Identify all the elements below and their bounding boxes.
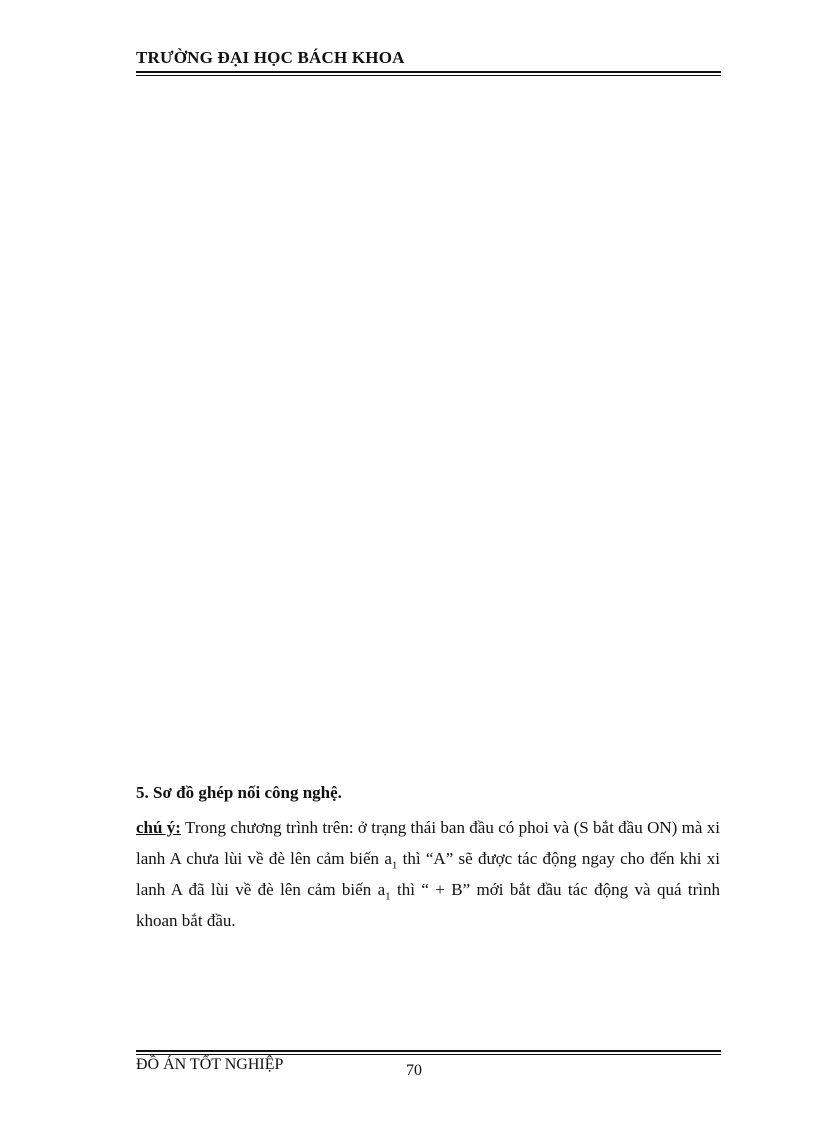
- footer-rule-thin: [136, 1054, 721, 1055]
- footer-rule-thick: [136, 1050, 721, 1052]
- note-label: chú ý:: [136, 818, 181, 837]
- note-text-part-2: thì “A” sẽ được tác động ngay cho đến khi xi lanh A đã lùi về đè lên cảm biến a: [136, 849, 720, 899]
- note-text-part-1: Trong chương trình trên: ở trạng thái ban đầu có phoi và (S bắt đầu ON) mà xi lanh A chưa lùi về đè lên cảm biến a: [136, 818, 720, 868]
- header-rule-thick: [136, 71, 721, 73]
- footer-text: ĐỒ ÁN TỐT NGHIỆP: [136, 1056, 284, 1073]
- sensor-subscript-1: 1: [391, 859, 398, 872]
- header-title: TRƯỜNG ĐẠI HỌC BÁCH KHOA: [136, 48, 405, 67]
- section-heading: 5. Sơ đồ ghép nối công nghệ.: [136, 783, 342, 802]
- header-rule-thin: [136, 75, 721, 76]
- page-number: 70: [406, 1062, 422, 1079]
- note-text-part-3: thì “ + B” mới bắt đầu tác động và quá trình khoan bắt đầu.: [136, 880, 720, 930]
- sensor-subscript-2: 1: [385, 890, 391, 903]
- note-paragraph: [136, 812, 720, 936]
